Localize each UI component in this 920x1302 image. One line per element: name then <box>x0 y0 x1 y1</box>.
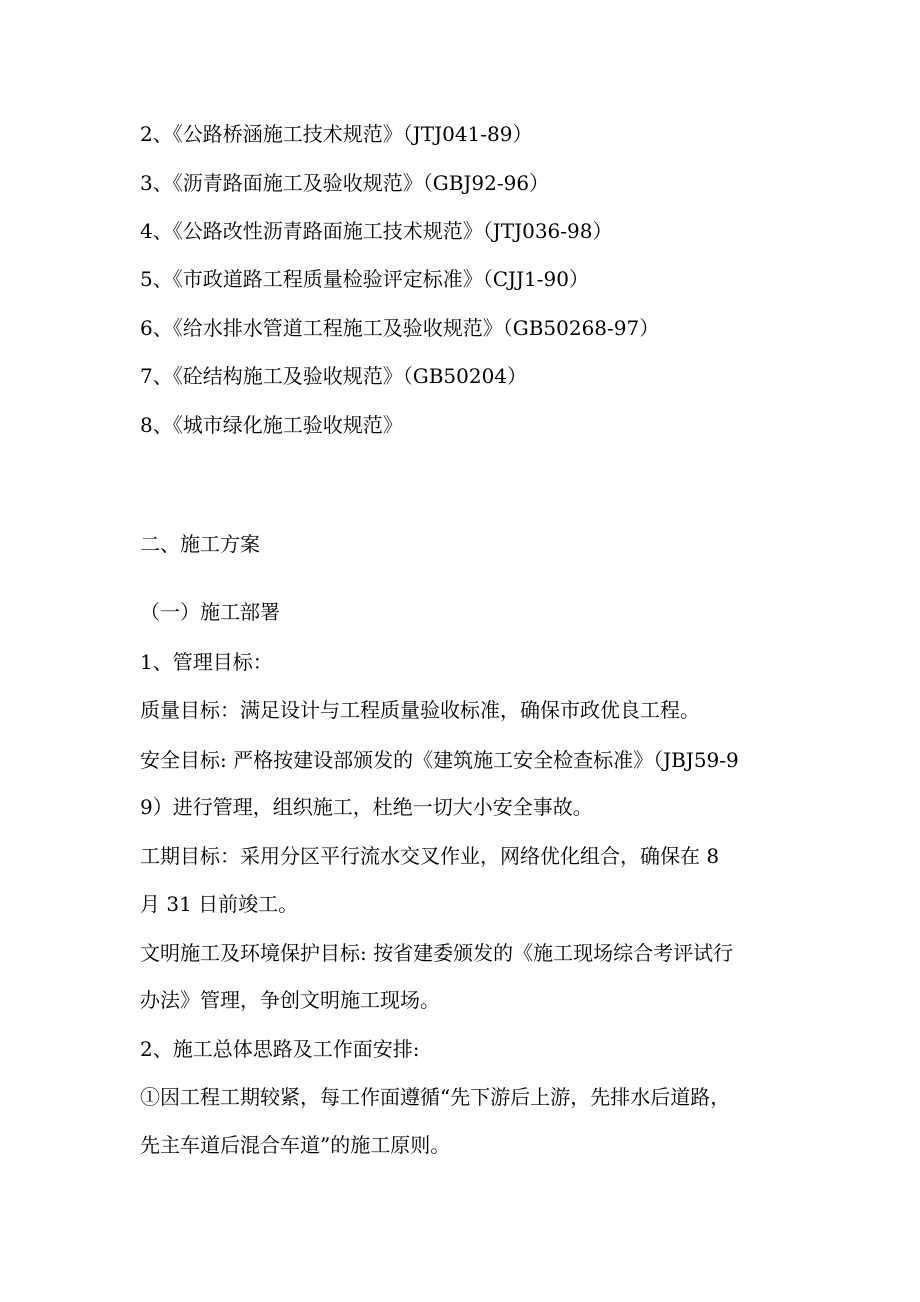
principle-line1: ①因工程工期较紧，每工作面遵循“先下游后上游，先排水后道路， <box>140 1085 731 1109</box>
section-heading: 二、施工方案 <box>140 532 260 556</box>
civil-goal-line1: 文明施工及环境保护目标: 按省建委颁发的《施工现场综合考评试行 <box>140 941 734 965</box>
reference-item-2: 2、《公路桥涵施工技术规范》（JTJ041-89） <box>140 122 533 146</box>
quality-goal: 质量目标：满足设计与工程质量验收标准，确保市政优良工程。 <box>140 698 700 722</box>
item1-heading: 1、管理目标： <box>140 650 273 674</box>
reference-item-4: 4、《公路改性沥青路面施工技术规范》（JTJ036-98） <box>140 219 613 243</box>
principle-line2: 先主车道后混合车道”的施工原则。 <box>140 1133 451 1157</box>
reference-item-5: 5、《市政道路工程质量检验评定标准》（CJJ1-90） <box>140 267 589 291</box>
safety-goal-line1: 安全目标: 严格按建设部颁发的《建筑施工安全检查标准》（JBJ59-9 <box>140 748 739 772</box>
civil-goal-line2: 办法》管理，争创文明施工现场。 <box>140 988 440 1012</box>
subsection-heading: （一）施工部署 <box>140 600 280 624</box>
reference-item-7: 7、《砼结构施工及验收规范》（GB50204） <box>140 364 528 388</box>
reference-item-8: 8、《城市绿化施工验收规范》 <box>140 413 403 437</box>
schedule-goal-line1: 工期目标：采用分区平行流水交叉作业，网络优化组合，确保在 8 <box>140 844 720 868</box>
schedule-goal-line2: 月 31 日前竣工。 <box>140 892 299 916</box>
reference-item-3: 3、《沥青路面施工及验收规范》（GBJ92-96） <box>140 171 550 195</box>
reference-item-6: 6、《给水排水管道工程施工及验收规范》（GB50268-97） <box>140 316 660 340</box>
item2-heading: 2、施工总体思路及工作面安排: <box>140 1037 420 1061</box>
safety-goal-line2: 9）进行管理，组织施工，杜绝一切大小安全事故。 <box>140 795 593 819</box>
